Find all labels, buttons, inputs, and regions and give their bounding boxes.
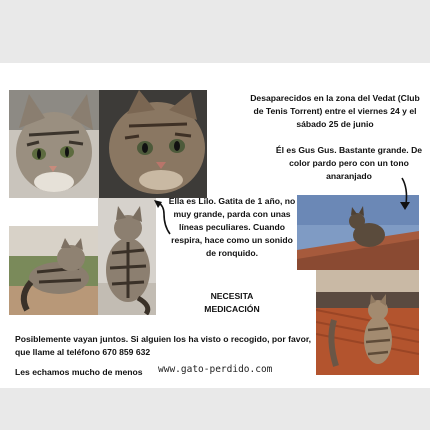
photo-gus-closeup <box>99 90 207 198</box>
footer-contact: Posiblemente vayan juntos. Si alguien los ha visto o recogido, por favor, que llame al teléfono 670 859 632 <box>15 334 312 357</box>
lilo-description: Ella es Lilo. Gatita de 1 año, no muy grande, parda con unas líneas peculiares. Cuando respira, hace como un sonido de ronquido. <box>168 196 296 258</box>
watermark: www.gato-perdido.com <box>158 364 273 375</box>
lilo-needs-medication: NECESITA MEDICACIÓN <box>204 291 260 314</box>
arrow-to-gus-icon <box>394 176 414 212</box>
header-text: Desaparecidos en la zona del Vedat (Club de Tenis Torrent) entre el viernes 24 y el sábado 25 de junio <box>250 93 420 129</box>
arrow-to-lilo-icon <box>150 198 174 238</box>
photo-gus-table <box>316 270 419 375</box>
photo-lilo-closeup <box>9 90 100 198</box>
gus-description: Él es Gus Gus. Bastante grande. De color pardo pero con un tono anaranjado <box>275 145 423 181</box>
footer-miss: Les echamos mucho de menos <box>15 367 143 377</box>
photo-lilo-floor <box>9 226 98 315</box>
photo-lilo-back <box>98 198 156 315</box>
